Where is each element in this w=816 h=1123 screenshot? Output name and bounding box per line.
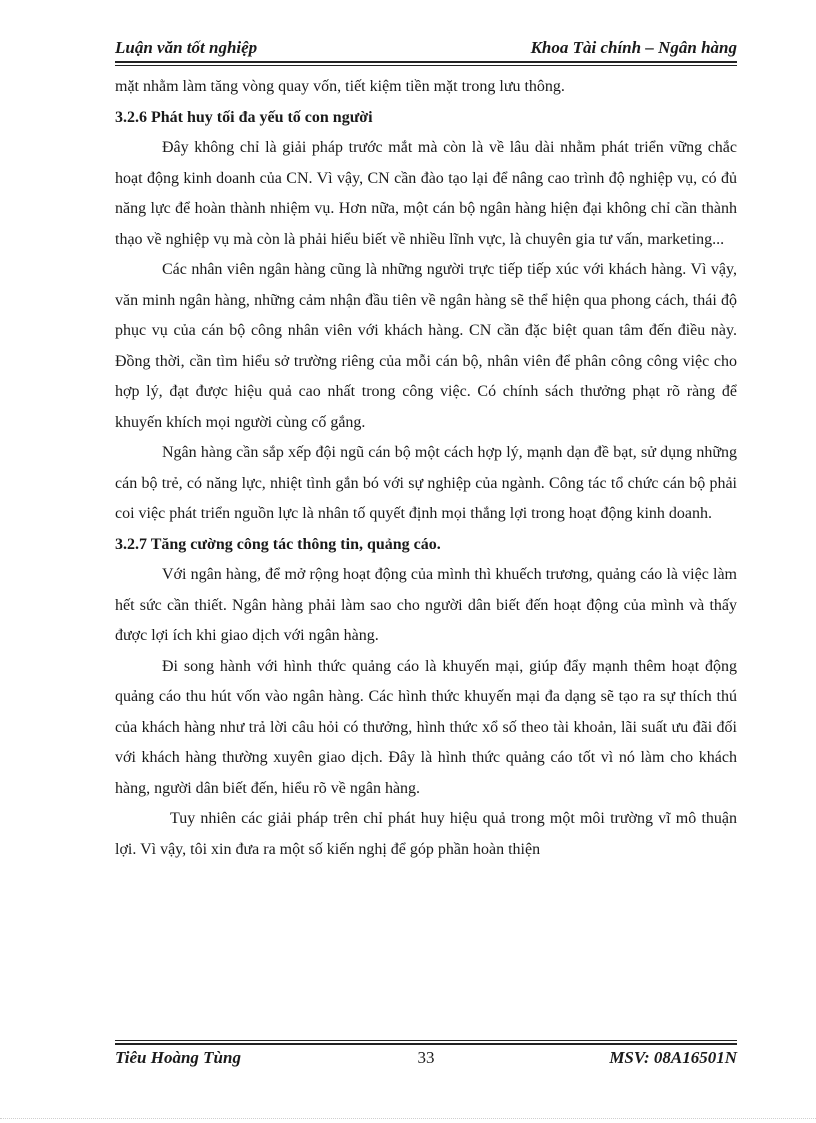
section-heading-3-2-6: 3.2.6 Phát huy tối đa yếu tố con người (115, 108, 373, 126)
header-faculty: Khoa Tài chính – Ngân hàng (530, 38, 737, 57)
footer-rule-thick (115, 1043, 737, 1045)
paragraph-continuation: mặt nhằm làm tăng vòng quay vốn, tiết kiệm tiền mặt trong lưu thông. (115, 78, 565, 95)
paragraph-advertising-3: Tuy nhiên các giải pháp trên chỉ phát huy hiệu quả trong một môi trường vĩ mô thuận lợi. Vì vậy, tôi xin đưa ra một số kiến nghị để góp phần hoàn thiện (115, 810, 737, 858)
paragraph-human-factor-2: Các nhân viên ngân hàng cũng là những người trực tiếp tiếp xúc với khách hàng. Vì vậy, văn minh ngân hàng, những cảm nhận đầu tiên về ngân hàng sẽ thể hiện qua phong cách, thái độ phục vụ của cán bộ công nhân viên với khách hàng. CN cần đặc biệt quan tâm đến điều này. Đồng thời, cần tìm hiểu sở trường riêng của mỗi cán bộ, nhân viên để phân công công việc cho hợp lý, đạt được hiệu quả cao nhất trong công việc. Có chính sách thưởng phạt rõ ràng để khuyến khích mọi người cùng cố gắng. (115, 261, 737, 431)
footer-rule-thin (115, 1040, 737, 1041)
page-footer (115, 1046, 737, 1074)
page-body (115, 72, 737, 865)
header-thesis-title: Luận văn tốt nghiệp (115, 38, 258, 57)
paragraph-advertising-1: Với ngân hàng, để mở rộng hoạt động của mình thì khuếch trương, quảng cáo là việc làm hết sức cần thiết. Ngân hàng phải làm sao cho người dân biết đến hoạt động của mình và thấy được lợi ích khi giao dịch với ngân hàng. (115, 566, 737, 644)
paragraph-human-factor-3: Ngân hàng cần sắp xếp đội ngũ cán bộ một cách hợp lý, mạnh dạn đề bạt, sử dụng những cán bộ trẻ, có năng lực, nhiệt tình gắn bó với sự nghiệp của ngành. Công tác tổ chức cán bộ phải coi việc phát triển nguồn lực là nhân tố quyết định mọi thắng lợi trong hoạt động kinh doanh. (115, 444, 737, 522)
page-number: 33 (417, 1048, 435, 1067)
footer-author: Tiêu Hoàng Tùng (115, 1048, 241, 1067)
section-heading-3-2-7: 3.2.7 Tăng cường công tác thông tin, quảng cáo. (115, 535, 441, 553)
footer-student-id: MSV: 08A16501N (609, 1048, 737, 1067)
paragraph-advertising-2: Đi song hành với hình thức quảng cáo là khuyến mại, giúp đẩy mạnh thêm hoạt động quảng cáo thu hút vốn vào ngân hàng. Các hình thức khuyến mại đa dạng sẽ tạo ra sự thích thú của khách hàng như trả lời câu hỏi có thưởng, hình thức xổ số theo tài khoản, lãi suất ưu đãi đối với khách hàng thường xuyên giao dịch. Đây là hình thức quảng cáo tốt vì nó làm cho khách hàng, người dân biết đến, hiểu rõ về ngân hàng. (115, 657, 737, 797)
paragraph-human-factor-1: Đây không chỉ là giải pháp trước mắt mà còn là về lâu dài nhằm phát triển vững chắc hoạt động kinh doanh của CN. Vì vậy, CN cần đào tạo lại để nâng cao trình độ nghiệp vụ, có đủ năng lực để hoàn thành nhiệm vụ. Hơn nữa, một cán bộ ngân hàng hiện đại không chỉ cần thành thạo về nghiệp vụ mà còn là phải hiểu biết về nhiều lĩnh vực, là chuyên gia tư vấn, marketing... (115, 139, 737, 248)
header-rule-thin (115, 65, 737, 66)
bottom-dotted-edge (0, 1118, 816, 1120)
header-rule-thick (115, 61, 737, 63)
